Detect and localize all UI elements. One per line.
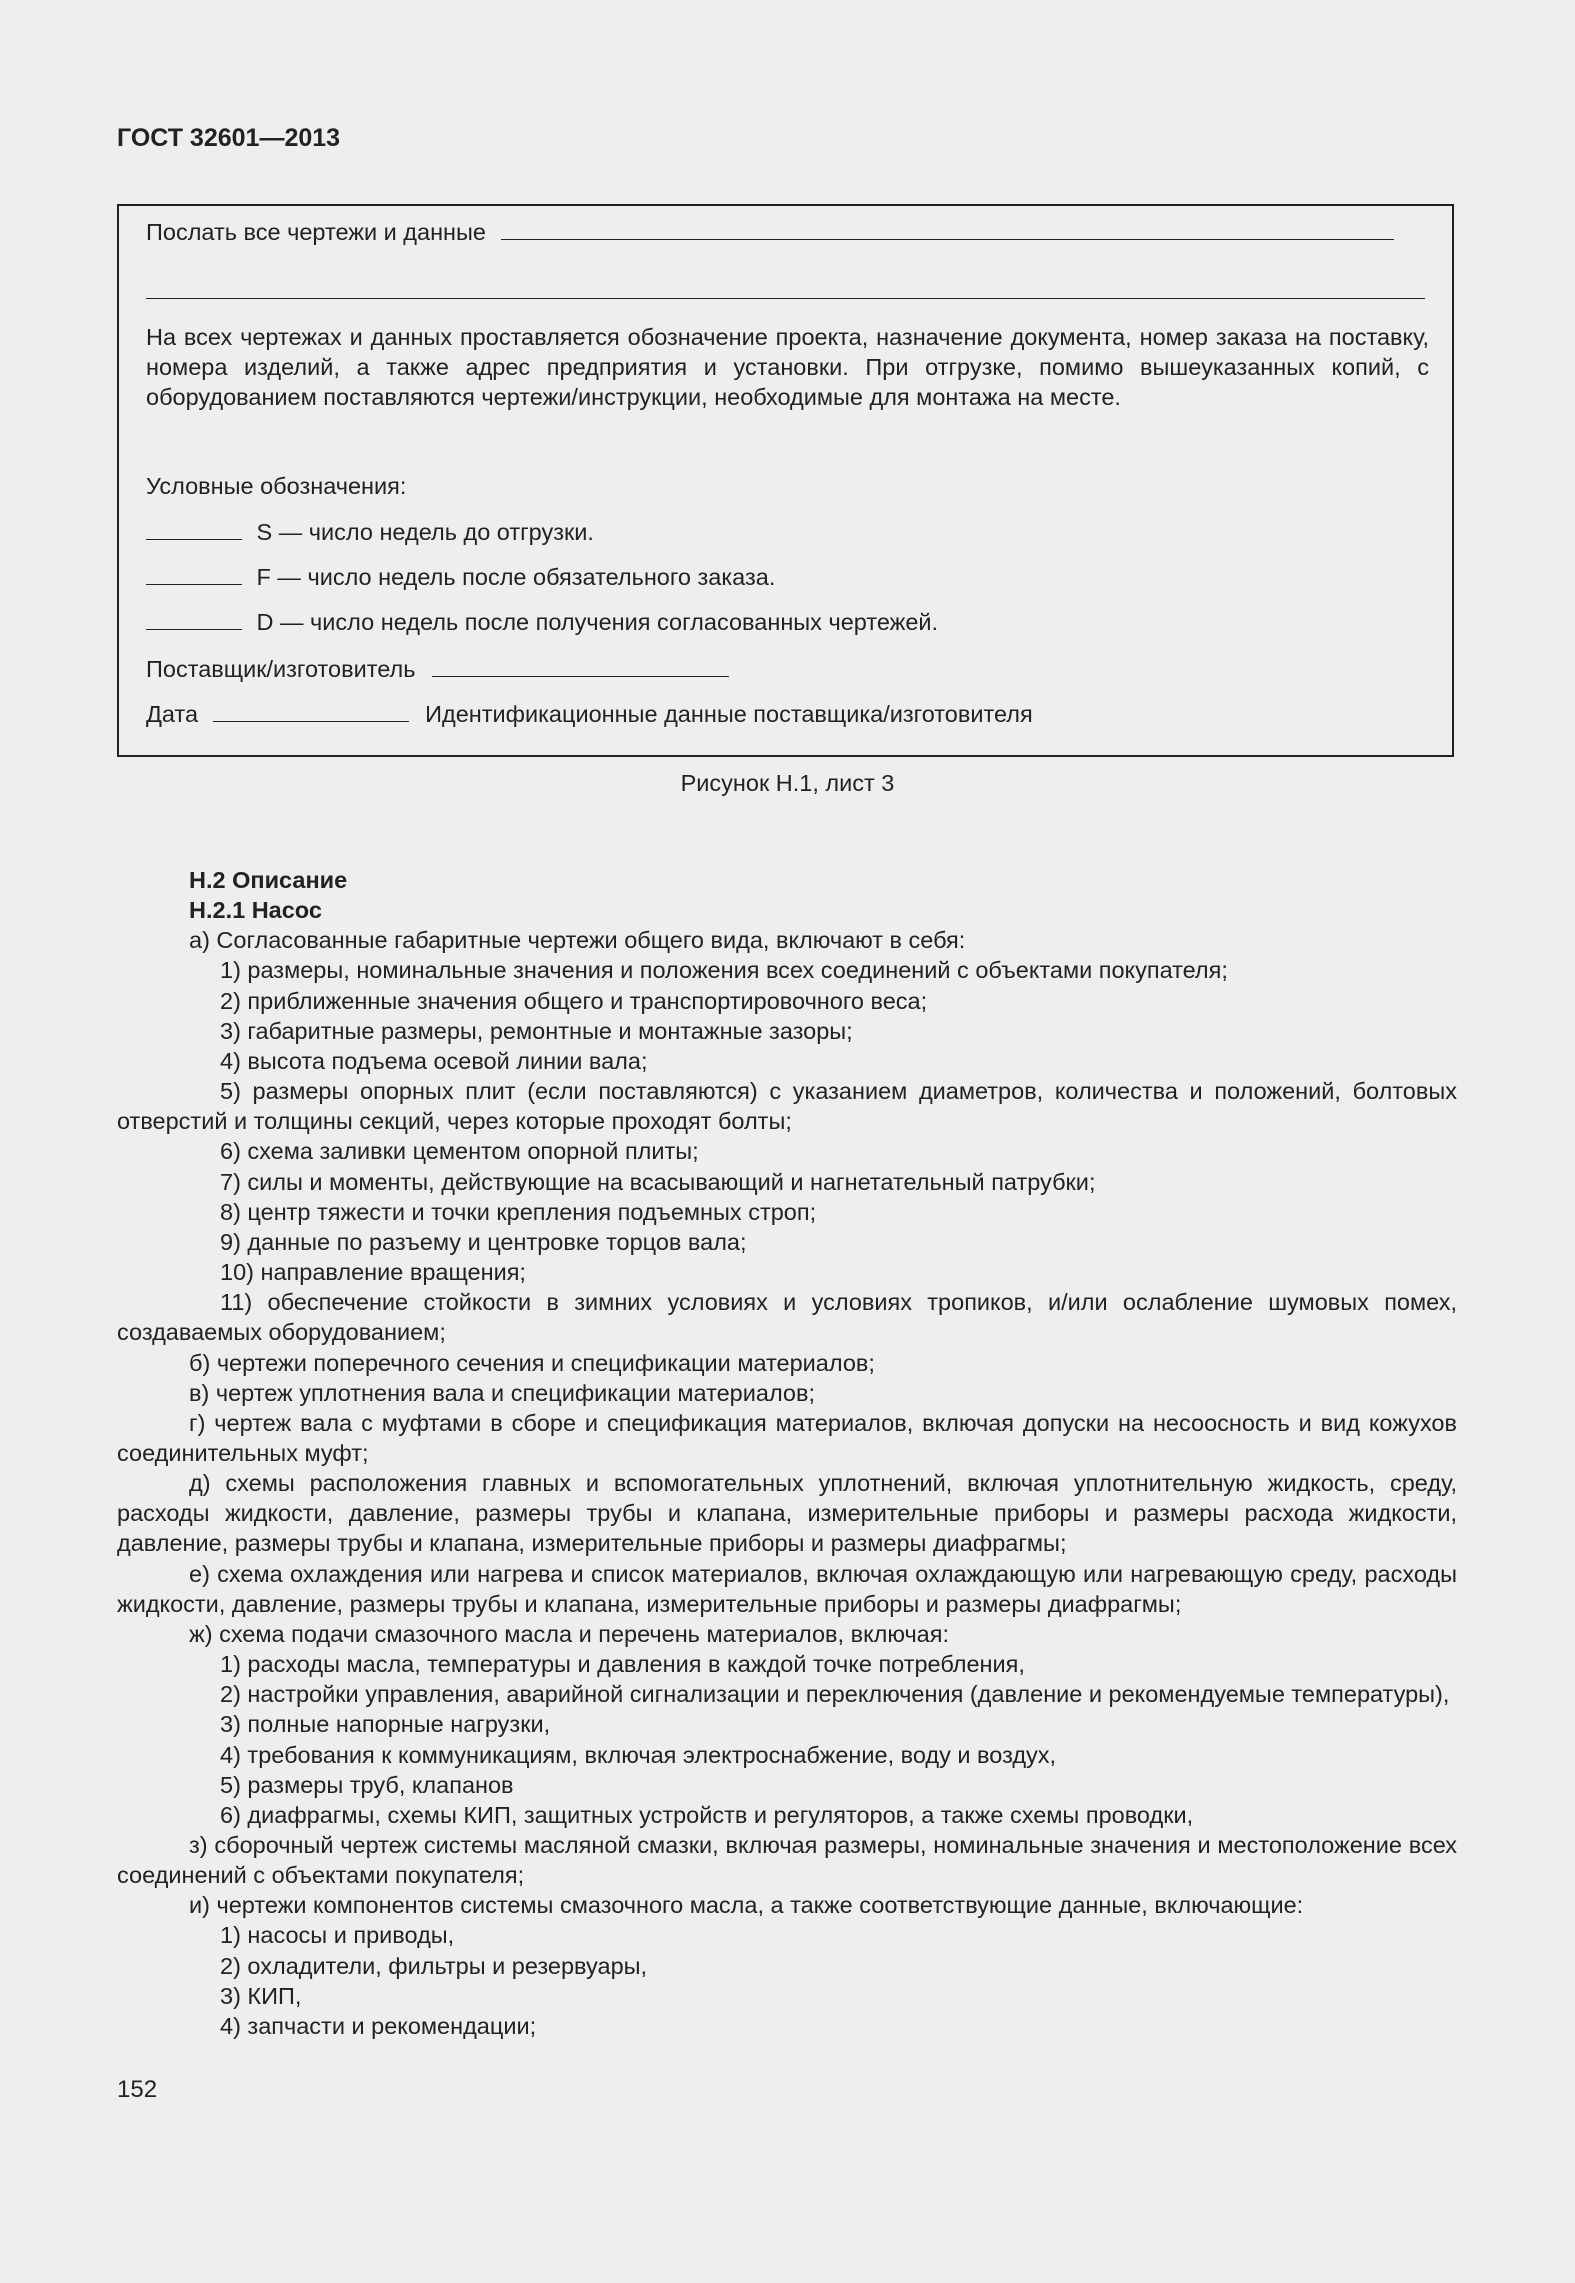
list-item: 9) данные по разъему и центровке торцов вала;: [220, 1228, 747, 1255]
legend-text: F — число недель после обязательного заказа.: [256, 564, 776, 590]
legend-item-s: [146, 521, 594, 545]
supplier-label: Поставщик/изготовитель: [146, 656, 416, 682]
legend-text: D — число недель после получения согласованных чертежей.: [256, 609, 939, 635]
list-item: 3) полные напорные нагрузки,: [220, 1711, 551, 1738]
section-heading: Н.2 Описание: [189, 867, 348, 893]
list-item: б) чертежи поперечного сечения и спецификации материалов;: [189, 1349, 875, 1376]
subsection-heading: Н.2.1 Насос: [189, 897, 322, 924]
page-number: 152: [117, 2076, 158, 2103]
legend-title: Условные обозначения:: [146, 473, 407, 499]
send-drawings-row: [146, 221, 1394, 245]
list-item: 6) схема заливки цементом опорной плиты;: [220, 1138, 699, 1165]
list-item: 4) требования к коммуникациям, включая электроснабжение, воду и воздух,: [220, 1741, 1057, 1768]
drawings-note-paragraph: На всех чертежах и данных проставляется обозначение проекта, назначение документа, номер заказа на поставку, номера изделий, а также адрес предприятия и установки. При отгрузке, помимо вышеуказанных копий, с оборудованием поставляются чертежи/инструкции, необходимые для монтажа на месте.: [146, 324, 1429, 410]
list-item: 2) охладители, фильтры и резервуары,: [220, 1952, 648, 1979]
list-item: 7) силы и моменты, действующие на всасывающий и нагнетательный патрубки;: [220, 1168, 1096, 1195]
list-item: 8) центр тяжести и точки крепления подъемных строп;: [220, 1198, 817, 1225]
list-item: а) Согласованные габаритные чертежи общего вида, включают в себя:: [189, 927, 966, 954]
legend-blank: [146, 566, 242, 585]
list-item: и) чертежи компонентов системы смазочного масла, а также соответствующие данные, включающие:: [189, 1892, 1304, 1919]
list-item: 1) насосы и приводы,: [220, 1922, 455, 1949]
list-item: 2) приближенные значения общего и транспортировочного веса;: [220, 987, 928, 1014]
legend-item-d: [146, 611, 938, 635]
date-row: [146, 703, 1033, 727]
list-item: 6) диафрагмы, схемы КИП, защитных устройств и регуляторов, а также схемы проводки,: [220, 1801, 1194, 1828]
list-item: 4) высота подъема осевой линии вала;: [220, 1047, 648, 1074]
list-item: г) чертеж вала с муфтами в сборе и спецификация материалов, включая допуски на несоосность и вид кожухов соединительных муфт;: [117, 1409, 1457, 1466]
list-item: 3) габаритные размеры, ремонтные и монтажные зазоры;: [220, 1017, 853, 1044]
list-item: 3) КИП,: [220, 1982, 302, 2009]
list-item: ж) схема подачи смазочного масла и перечень материалов, включая:: [189, 1620, 950, 1647]
list-item: 4) запчасти и рекомендации;: [220, 2012, 537, 2039]
blank-rule: [146, 298, 1425, 299]
document-code-header: ГОСТ 32601—2013: [117, 124, 341, 152]
list-item: 5) размеры опорных плит (если поставляются) с указанием диаметров, количества и положений, болтовых отверстий и толщины секций, через которые проходят болты;: [117, 1078, 1457, 1135]
legend-blank: [146, 611, 242, 630]
supplier-blank: [432, 658, 729, 677]
date-blank: [213, 703, 409, 722]
list-item: е) схема охлаждения или нагрева и список материалов, включая охлаждающую или нагревающую среду, расходы жидкости, давление, размеры трубы и клапана, измерительные приборы и размеры диафрагмы;: [117, 1560, 1457, 1617]
send-drawings-label: Послать все чертежи и данные: [146, 219, 486, 245]
list-item: 11) обеспечение стойкости в зимних условиях и условиях тропиков, и/или ослабление шумовых помех, создаваемых оборудованием;: [117, 1289, 1457, 1346]
legend-blank: [146, 521, 242, 540]
supplier-row: [146, 658, 729, 682]
list-item: 2) настройки управления, аварийной сигнализации и переключения (давление и рекомендуемые температуры),: [220, 1681, 1450, 1708]
list-item: 10) направление вращения;: [220, 1259, 526, 1286]
list-item: 5) размеры труб, клапанов: [220, 1771, 514, 1798]
list-item: з) сборочный чертеж системы масляной смазки, включая размеры, номинальные значения и местоположение всех соединений с объектами покупателя;: [117, 1832, 1457, 1889]
legend-text: S — число недель до отгрузки.: [256, 519, 594, 545]
date-label: Дата: [146, 701, 199, 727]
section-content: [117, 865, 1457, 2041]
list-item: в) чертеж уплотнения вала и спецификации материалов;: [189, 1379, 815, 1406]
send-drawings-blank: [501, 221, 1394, 240]
list-item: д) схемы расположения главных и вспомогательных уплотнений, включая уплотнительную жидкость, среду, расходы жидкости, давление, размеры трубы и клапана, измерительные приборы и размеры расхода жидкости, давление, размеры трубы и клапана, измерительные приборы и размеры диафрагмы;: [117, 1470, 1457, 1557]
legend-item-f: [146, 566, 775, 590]
list-item: 1) размеры, номинальные значения и положения всех соединений с объектами покупателя;: [220, 957, 1228, 984]
figure-caption: Рисунок Н.1, лист 3: [680, 770, 895, 796]
form-box: [117, 204, 1454, 757]
list-item: 1) расходы масла, температуры и давления в каждой точке потребления,: [220, 1651, 1025, 1678]
ident-label: Идентификационные данные поставщика/изготовителя: [425, 701, 1033, 727]
